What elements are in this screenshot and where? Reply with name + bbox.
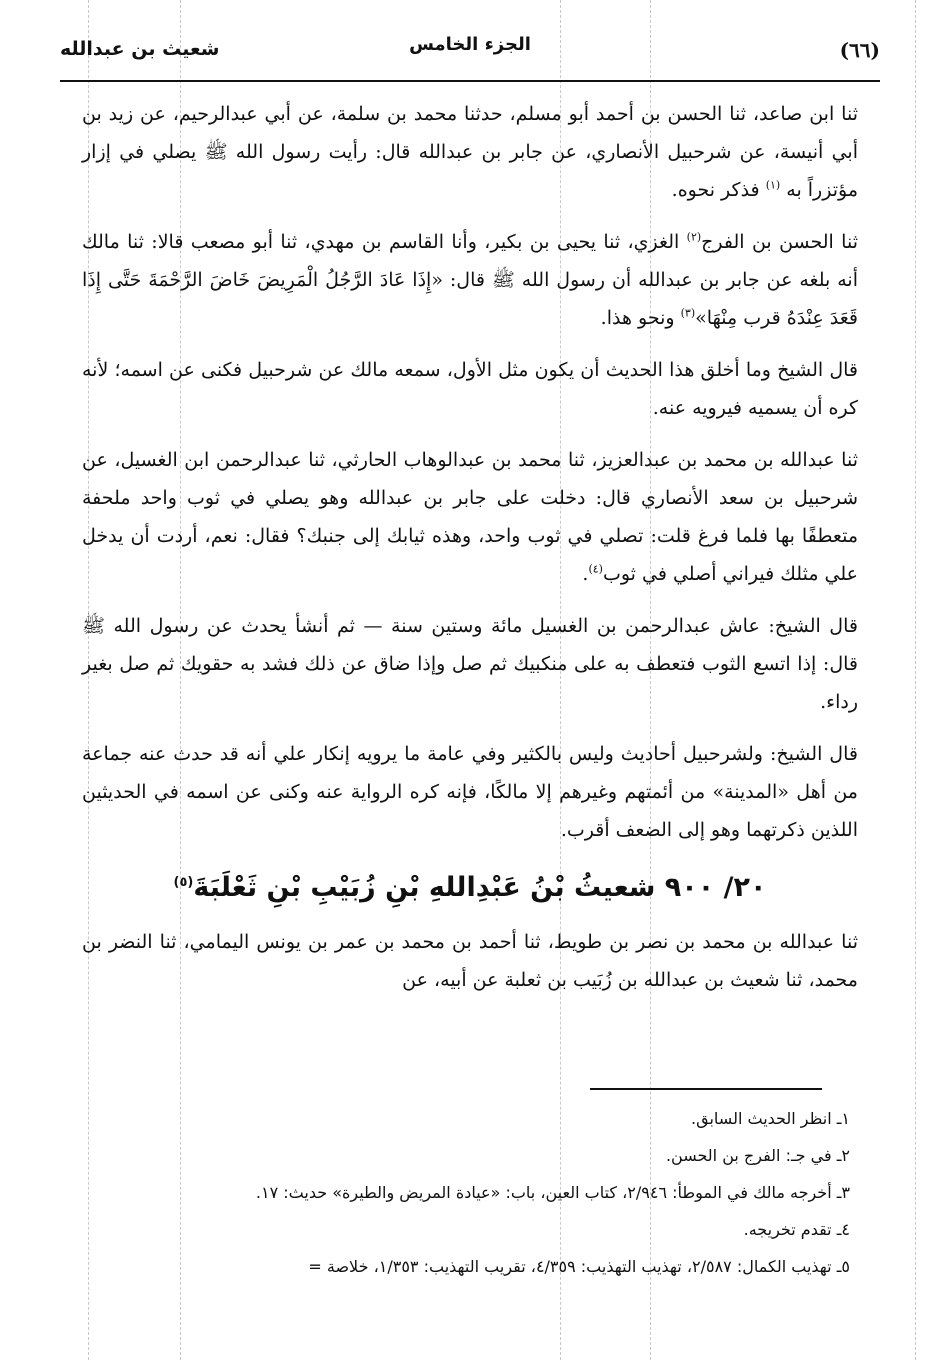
footnote: ٤ـ تقدم تخريجه. [743,1220,850,1239]
paragraph-text: ثنا ابن صاعد، ثنا الحسن بن أحمد أبو مسلم، حدثنا محمد بن سلمة، عن أبي عبدالرحيم، عن زيد بن أبي أنيسة، عن شرحبيل الأنصاري، عن جابر بن عبدالله قال: رأيت رسول الله ﷺ يصلي في إزار مؤتزراً به [82,103,858,201]
footnote-ref: (٥) [173,875,194,890]
footnotes [62,1100,850,1285]
page-number: (٦٦) [839,38,880,62]
scan-guide-line [915,0,916,1360]
footnote-ref: (٢) [686,230,702,244]
footnote: ١ـ انظر الحديث السابق. [691,1109,850,1128]
paragraph: ثنا عبدالله بن محمد بن نصر بن طويط، ثنا أحمد بن محمد بن عمر بن يونس اليمامي، ثنا النضر بن محمد، ثنا شعيث بن عبدالله بن زُبَيب بن ثعلبة عن أبيه، عن [82,931,858,991]
volume-part: الجزء الخامس [409,34,531,55]
paragraph [82,441,858,593]
footnote: ٥ـ تهذيب الكمال: ٢/٥٨٧، تهذيب التهذيب: ٤/٣٥٩، تقريب التهذيب: ١/٣٥٣، خلاصة = [308,1257,850,1276]
paragraph: قال الشيخ: ولشرحبيل أحاديث وليس بالكثير وفي عامة ما يرويه إنكار علي أنه قد حدث عنه جماعة من أهل «المدينة» من أئمتهم وغيرهم إلا مالكًا، فإنه كره الرواية عنه وكنى عن اسمه في الحديثين اللذين ذكرتهما وهو إلى الضعف أقرب. [82,743,858,841]
footnote: ٢ـ في جـ: الفرج بن الحسن. [665,1146,850,1165]
paragraph-text: ثنا عبدالله بن محمد بن عبدالعزيز، ثنا محمد بن عبدالوهاب الحارثي، ثنا عبدالرحمن ابن الغسيل، عن شرحبيل بن سعد الأنصاري قال: دخلت على جابر بن عبدالله وهو يصلي في ثوب واحد ملحفة متعطفًا بها فلما فرغ قلت: تصلي في ثوب واحد، وهذه ثيابك إلى جنبك؟ فقال: نعم، أردت أن يدخل علي مثلك فيراني أصلي في ثوب [82,449,858,585]
section-heading [82,863,858,913]
paragraph: قال الشيخ وما أخلق هذا الحديث أن يكون مثل الأول، سمعه مالك عن شرحبيل فكنى عن اسمه؛ لأنه كره أن يسميه فيرويه عنه. [82,359,858,419]
footnote-divider [590,1088,822,1090]
paragraph [82,223,858,337]
paragraph-text: ثنا الحسن بن الفرج [701,231,858,253]
footnote-ref: (١) [765,178,781,192]
paragraph [82,95,858,209]
footnote-ref: (٣) [680,306,696,320]
paragraph: قال الشيخ: عاش عبدالرحمن بن الغسيل مائة وستين سنة — ثم أنشأ يحدث عن رسول الله ﷺ قال: إذا اتسع الثوب فتعطف به على منكبيك ثم صل وإذا ضاق عن ذلك فشد به حقويك ثم صل بغير رداء. [82,615,858,713]
page-body [82,95,858,1013]
heading-text: ٢٠/ ٩٠٠ شعيثُ بْنُ عَبْدِاللهِ بْنِ زُبَيْبِ بْنِ ثَعْلَبَةَ [193,872,767,903]
paragraph-text: ونحو هذا. [600,307,675,329]
footnote-ref: (٤) [588,562,603,576]
page-header [60,30,880,82]
paragraph-text: . [582,563,589,585]
running-title: شعيث بن عبدالله [60,38,220,60]
paragraph-text: فذكر نحوه. [671,179,760,201]
paragraph-text: الغزي، ثنا يحيى بن بكير، وأنا القاسم بن مهدي، ثنا أبو مصعب قالا: ثنا مالك أنه بلغه عن جابر بن عبدالله أن رسول الله ﷺ قال: «إِذَا عَادَ الرَّجُلُ الْمَرِيضَ خَاضَ الرَّحْمَةَ حَتَّى إِذَا قَعَدَ عِنْدَهُ قرب مِنْهَا» [82,231,858,329]
footnote: ٣ـ أخرجه مالك في الموطأ: ٢/٩٤٦، كتاب العين، باب: «عيادة المريض والطيرة» حديث: ١٧. [255,1183,850,1202]
